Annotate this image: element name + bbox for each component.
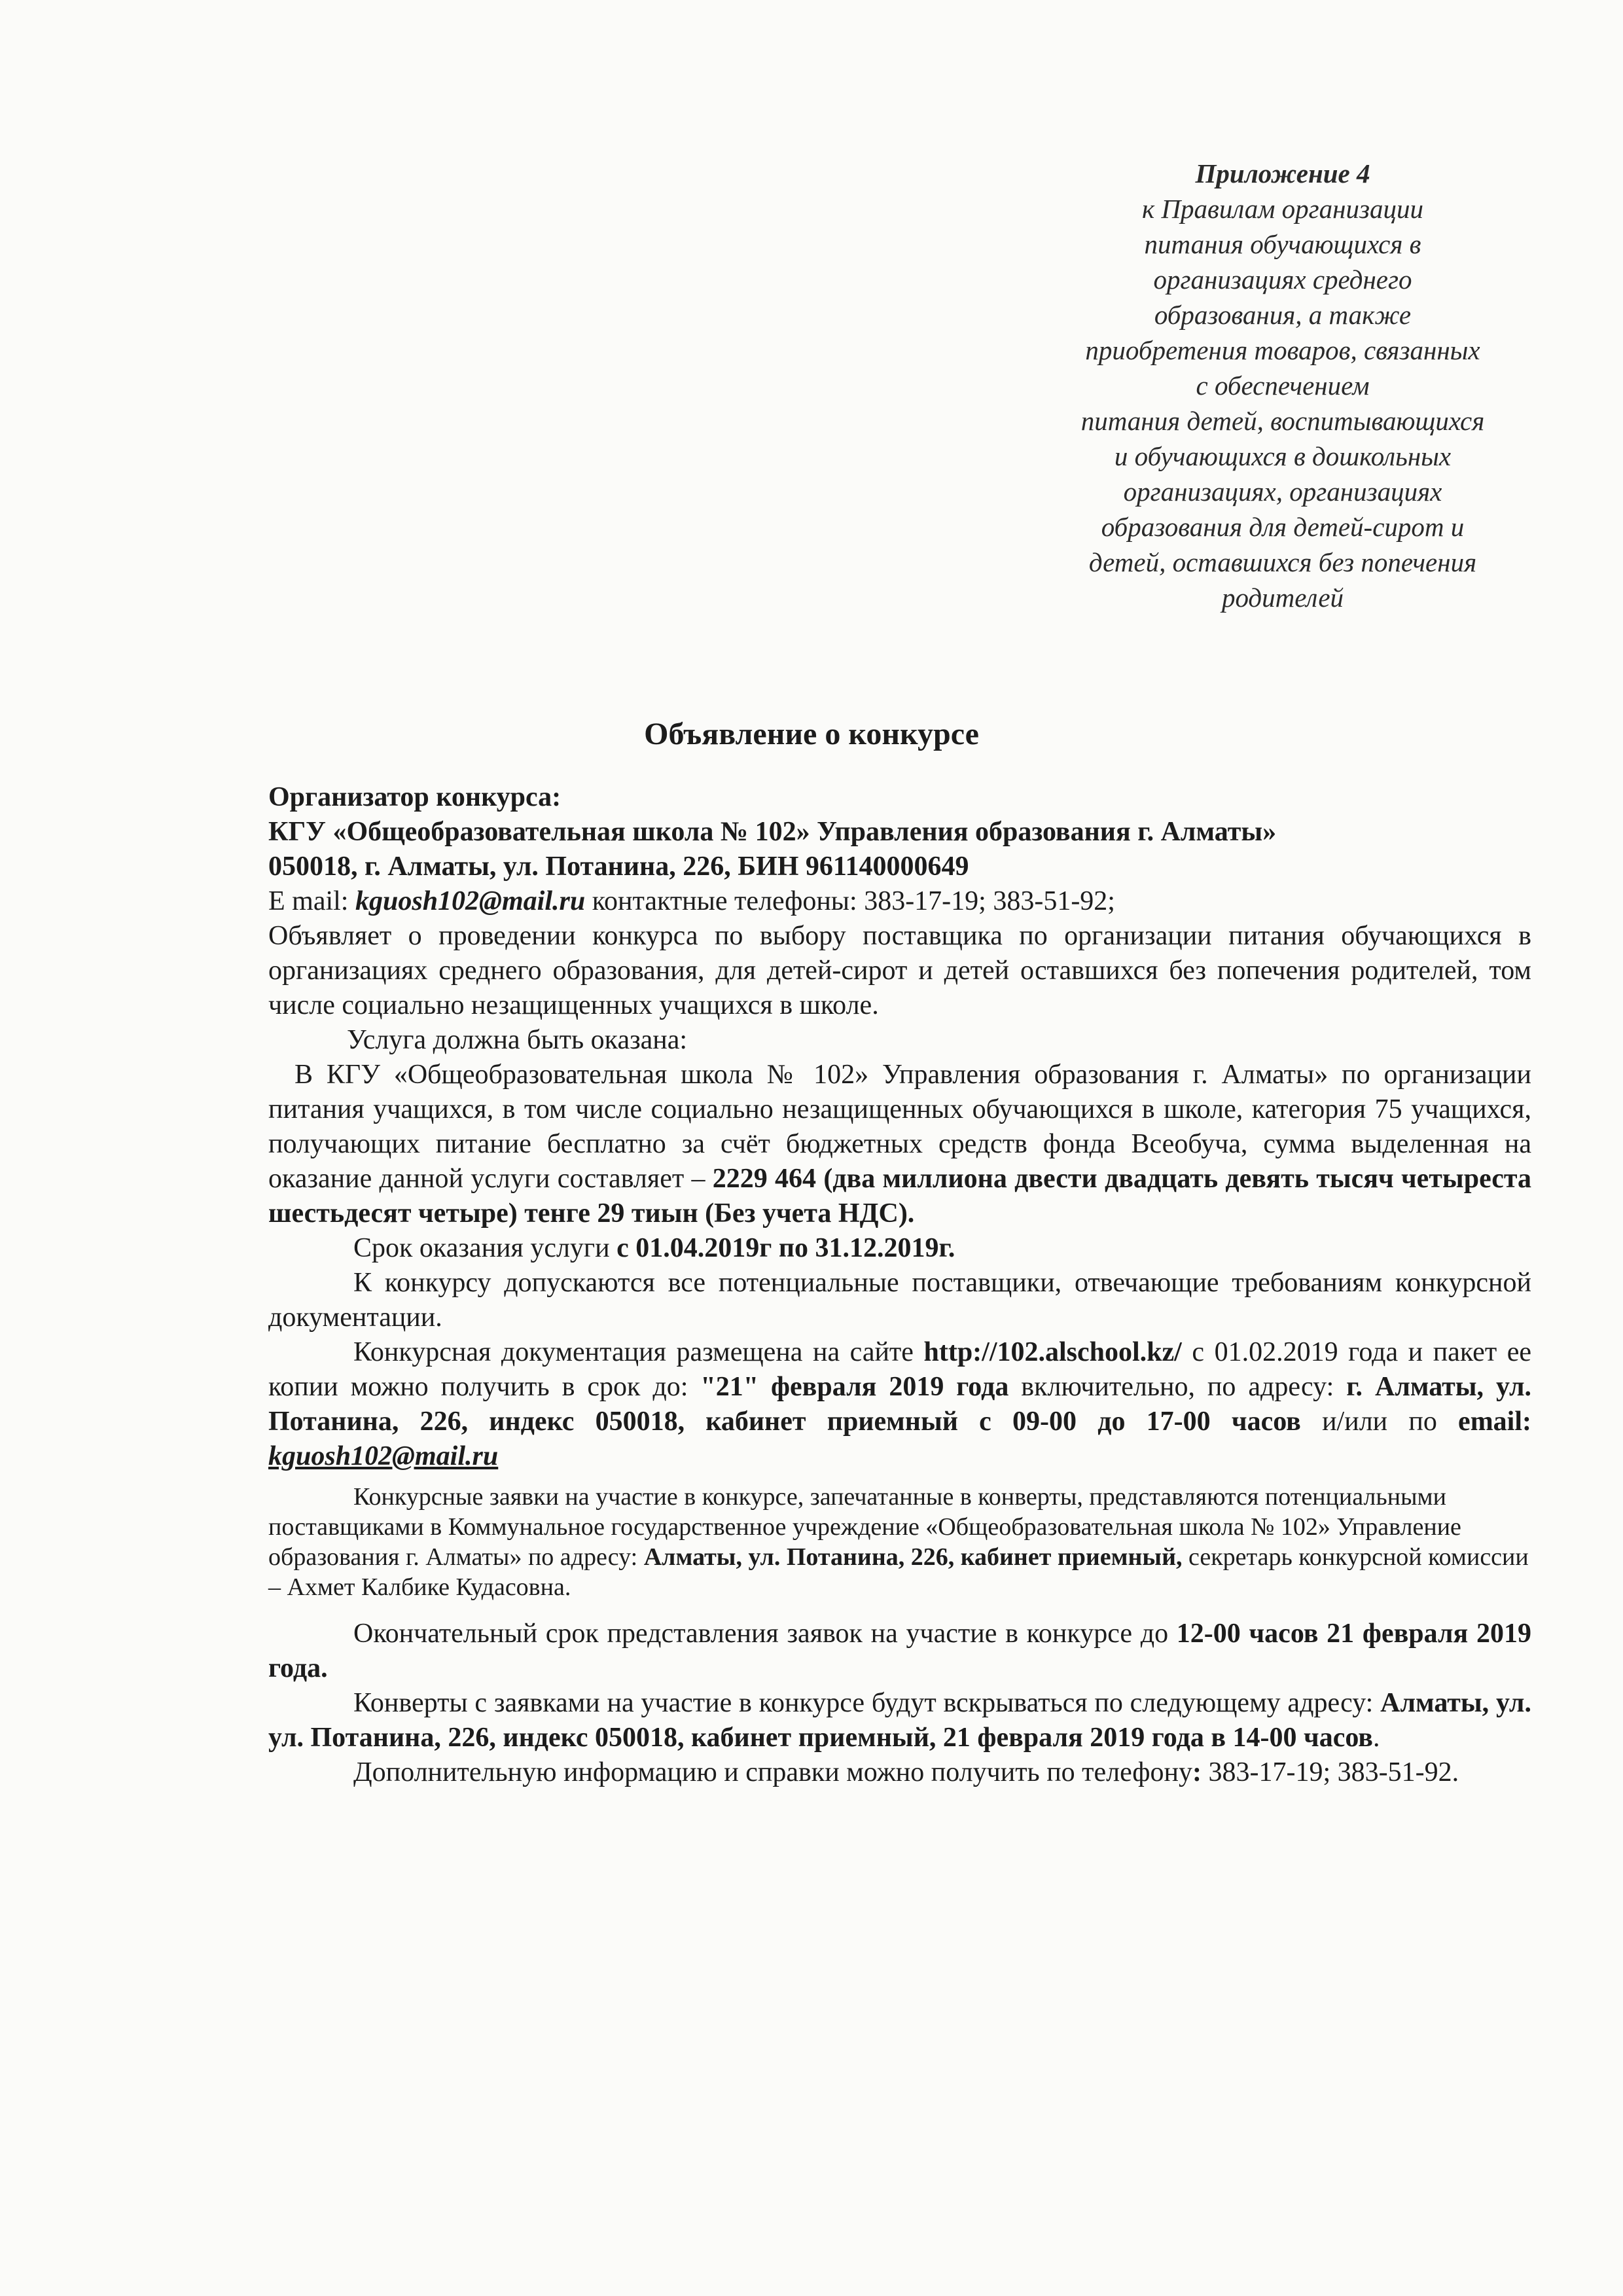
appendix-line: к Правилам организации — [1142, 194, 1423, 224]
announce-paragraph: Объявляет о проведении конкурса по выбору поставщика по организации питания обучающихся в организациях среднего образования, для детей-сирот и детей оставшихся без попечения родителей, том числе социально незащищенных учащихся в школе. — [268, 921, 1531, 1020]
applications-paragraph — [268, 1482, 1531, 1602]
service-text: В КГУ «Общеобразовательная школа № 102» Управления образования г. Алматы» по организации питания учащихся, в том числе социально незащищенных обучающихся в школе, категория 75 учащихся, получающих питание бесплатно за счёт бюджетных средств фонда Всеобуча, сумма выделенная на оказание данной услуги составляет – — [268, 1060, 1531, 1194]
appendix-line: образования для детей-сирот и — [1101, 512, 1465, 542]
info-phones: 383-17-19; 383-51-92. — [1201, 1757, 1459, 1787]
organizer-address: 050018, г. Алматы, ул. Потанина, 226, БИН 961140000649 — [268, 852, 969, 882]
appendix-line: с обеспечением — [1196, 370, 1370, 401]
service-paragraph — [268, 1058, 1531, 1231]
opening-text: . — [1372, 1723, 1380, 1753]
applications-text: Конкурсные заявки на участие в конкурсе, запечатанные в конверты, представляются потенциальными поставщиками в Коммунальное государственное учреждение «Общеобразовательная школа № 102» Управление образования г. Алматы» по адресу: — [268, 1483, 1461, 1571]
service-heading: Услуга должна быть оказана: — [347, 1025, 688, 1055]
organizer-name: КГУ «Общеобразовательная школа № 102» Управления образования г. Алматы» — [268, 817, 1277, 847]
docs-address: г. Алматы, ул. Потанина, 226, индекс 050018, кабинет приемный с 09-00 до 17-00 часов — [268, 1372, 1532, 1437]
phones-text: контактные телефоны: 383-17-19; 383-51-92; — [585, 886, 1115, 916]
document-body — [268, 780, 1531, 1790]
appendix-line: питания обучающихся в — [1144, 229, 1421, 259]
docs-text: включительно, по адресу: — [1008, 1372, 1347, 1402]
docs-text: и/или по — [1300, 1407, 1459, 1437]
applications-text: секретарь конкурсной комиссии – Ахмет Калбике Кудасовна. — [268, 1543, 1529, 1601]
appendix-line: детей, оставшихся без попечения — [1088, 547, 1477, 577]
appendix-block — [1034, 156, 1531, 615]
appendix-title: Приложение 4 — [1195, 158, 1370, 188]
site-link[interactable]: http://102.alschool.kz/ — [923, 1337, 1182, 1367]
final-deadline-paragraph — [268, 1617, 1531, 1686]
docs-email-link[interactable]: kguosh102@mail.ru — [268, 1441, 499, 1471]
final-deadline-text: Окончательный срок представления заявок на участие в конкурсе до — [353, 1619, 1177, 1649]
appendix-line: организациях, организациях — [1123, 476, 1442, 507]
docs-text: с 01.02.2019 года и пакет ее копии можно получить в срок до: — [268, 1337, 1532, 1402]
appendix-line: образования, а также — [1154, 300, 1412, 330]
final-deadline-time: 12-00 часов 21 февраля 2019 года. — [268, 1619, 1531, 1683]
opening-text: Конверты с заявками на участие в конкурсе будут вскрываться по следующему адресу: — [353, 1688, 1381, 1718]
docs-deadline: "21" февраля 2019 года — [700, 1372, 1009, 1402]
info-paragraph — [268, 1755, 1531, 1790]
info-colon: : — [1192, 1757, 1202, 1787]
document-title: Объявление о конкурсе — [644, 717, 979, 751]
applications-address: Алматы, ул. Потанина, 226, кабинет приемный, — [643, 1543, 1183, 1571]
appendix-line: и обучающихся в дошкольных — [1114, 441, 1452, 471]
opening-details: Алматы, ул. ул. Потанина, 226, индекс 050018, кабинет приемный, 21 февраля 2019 года в 14-00 часов — [268, 1688, 1531, 1753]
email-label: E mail: — [268, 886, 355, 916]
term-dates: с 01.04.2019г по 31.12.2019г. — [616, 1233, 955, 1263]
docs-email-label: email: — [1458, 1407, 1531, 1437]
opening-paragraph — [268, 1686, 1531, 1755]
service-amount: 2229 464 (два миллиона двести двадцать девять тысяч четыреста шестьдесят четыре) тенге 29 тиын (Без учета НДС). — [268, 1164, 1532, 1229]
appendix-line: приобретения товаров, связанных — [1085, 335, 1480, 365]
docs-paragraph — [268, 1335, 1531, 1474]
term-paragraph — [268, 1231, 1531, 1266]
email-link[interactable]: kguosh102@mail.ru — [355, 886, 586, 916]
organizer-label: Организатор конкурса: — [268, 782, 562, 812]
appendix-line: организациях среднего — [1153, 264, 1412, 295]
appendix-line: питания детей, воспитывающихся — [1080, 406, 1485, 436]
appendix-line: родителей — [1221, 583, 1344, 613]
contacts-line — [268, 884, 1531, 919]
docs-text: Конкурсная документация размещена на сайте — [353, 1337, 924, 1367]
info-text: Дополнительную информацию и справки можно получить по телефону — [353, 1757, 1192, 1787]
term-prefix: Срок оказания услуги — [353, 1233, 617, 1263]
admission-paragraph: К конкурсу допускаются все потенциальные поставщики, отвечающие требованиям конкурсной документации. — [268, 1268, 1531, 1333]
